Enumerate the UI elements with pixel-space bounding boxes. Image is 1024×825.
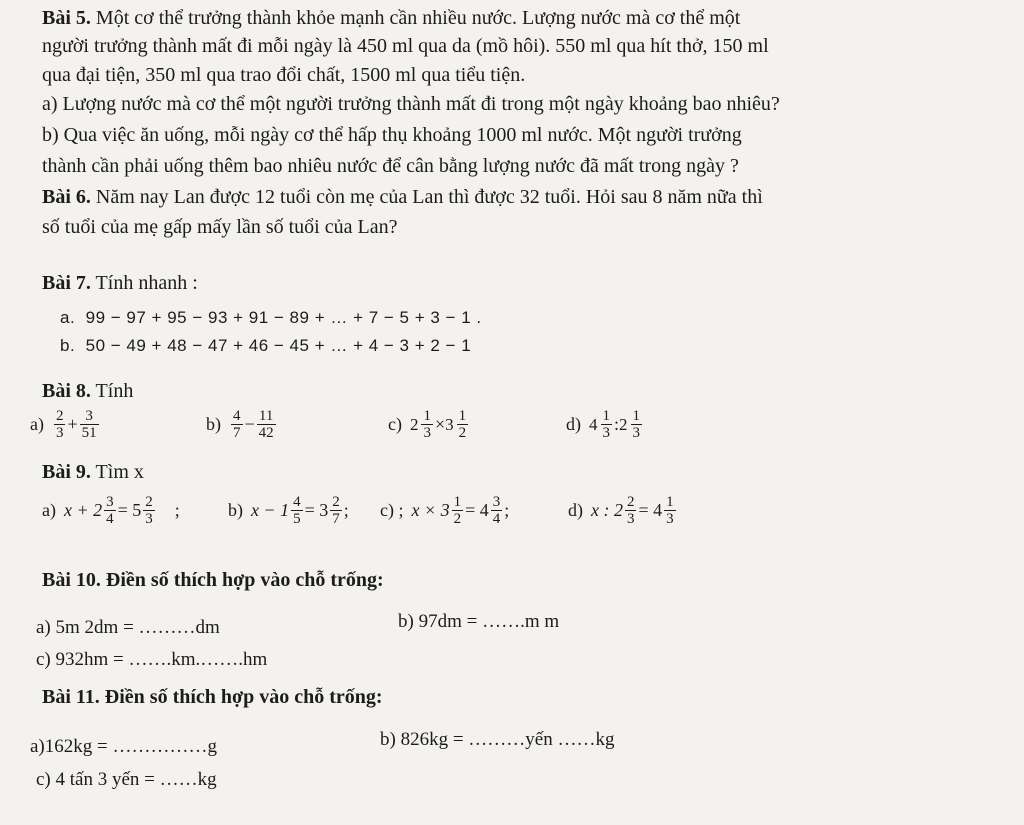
bai6-title: Bài 6.	[42, 186, 91, 208]
fraction: $\frac{1}{3}$	[602, 408, 610, 441]
bai10-subtitle: Điền số thích hợp vào chỗ trống:	[105, 569, 384, 591]
bai8-heading	[42, 379, 133, 403]
bai7-item-a: a. 99 − 97 + 95 − 93 + 91 − 89 + … + 7 − 5 + 3 − 1 .	[60, 308, 482, 327]
fraction: $\frac{2}{7}$	[332, 494, 340, 527]
bai7-title: Bài 7.	[42, 272, 91, 294]
bai11-item-b: b) 826kg = ………yến ……kg	[380, 729, 615, 750]
bai9-item-b: b) x − 1 $\frac{4}{5}$ = 3 $\frac{2}{7}$ ;	[228, 494, 349, 527]
bai8-item-d: d) 4 $\frac{1}{3}$ : 2 $\frac{1}{3}$	[566, 408, 641, 441]
bai8-item-c: c) 2 $\frac{1}{3}$ × 3 $\frac{1}{2}$	[388, 408, 467, 441]
bai9-item-d: d) x : 2 $\frac{2}{3}$ = 4 $\frac{1}{3}$	[568, 494, 674, 527]
bai5-question-a: a) Lượng nước mà cơ thể một người trưởng thành mất đi trong một ngày khoảng bao nhiêu?	[42, 93, 780, 115]
bai9-title: Bài 9.	[42, 461, 91, 483]
bai11-title: Bài 11.	[42, 686, 100, 708]
fraction: $\frac{2}{3}$	[626, 494, 635, 527]
bai5-title: Bài 5.	[42, 7, 91, 29]
fraction: $\frac{3}{4}$	[106, 494, 114, 527]
fraction: $\frac{4}{7}$	[233, 408, 241, 441]
bai8-item-b: b) $\frac{4}{7}$ − $\frac{11}{42}$	[206, 408, 274, 441]
bai5-line-6: thành cần phải uống thêm bao nhiêu nước để cân bằng lượng nước đã mất trong ngày ?	[42, 155, 739, 177]
bai11-item-a: a)162kg = ……………g	[30, 736, 217, 757]
bai6-line-2: số tuổi của mẹ gấp mấy lần số tuổi của Lan?	[42, 216, 398, 238]
bai5-line-3: qua đại tiện, 350 ml qua trao đổi chất, 1500 ml qua tiểu tiện.	[42, 64, 526, 86]
fraction: $\frac{1}{3}$	[423, 408, 431, 441]
fraction: $\frac{1}{3}$	[632, 408, 641, 441]
bai11-subtitle: Điền số thích hợp vào chỗ trống:	[104, 686, 383, 708]
bai9-subtitle: Tìm x	[95, 461, 144, 483]
bai11-heading	[42, 685, 383, 709]
bai9-heading	[42, 460, 144, 484]
bai8-subtitle: Tính	[95, 380, 134, 402]
bai5-question-b: b) Qua việc ăn uống, mỗi ngày cơ thể hấp thụ khoảng 1000 ml nước. Một người trưởng	[42, 124, 742, 146]
fraction: $\frac{1}{2}$	[453, 494, 462, 527]
bai10-item-c: c) 932hm = …….km.…….hm	[36, 649, 268, 670]
bai5-line-2: người trưởng thành mất đi mỗi ngày là 450 ml qua da (mồ hôi). 550 ml qua hít thở, 150 ml	[42, 35, 769, 57]
bai7-heading	[42, 271, 198, 295]
bai5-line-1: Bài 5. Một cơ thể trưởng thành khỏe mạnh cần nhiều nước. Lượng nước mà cơ thể một	[42, 7, 741, 29]
bai8-title: Bài 8.	[42, 380, 91, 402]
fraction: $\frac{2}{3}$	[145, 494, 153, 527]
bai9-item-a: a) x + 2 $\frac{3}{4}$ = 5 $\frac{2}{3}$ ;	[42, 494, 180, 527]
fraction: $\frac{3}{4}$	[492, 494, 501, 527]
bai9-item-c: c) ; x × 3 $\frac{1}{2}$ = 4 $\frac{3}{4}$ ;	[380, 494, 510, 527]
fraction: $\frac{4}{5}$	[293, 494, 301, 527]
bai8-item-a: a) $\frac{2}{3}$ + $\frac{3}{51}$	[30, 408, 97, 441]
bai10-heading	[42, 568, 384, 592]
bai11-item-c: c) 4 tấn 3 yến = ……kg	[36, 769, 217, 790]
fraction: $\frac{3}{51}$	[81, 408, 97, 441]
fraction: $\frac{1}{3}$	[666, 494, 674, 527]
fraction: $\frac{2}{3}$	[55, 408, 64, 441]
fraction: $\frac{1}{2}$	[458, 408, 467, 441]
bai10-item-a: a) 5m 2dm = ………dm	[36, 617, 220, 638]
bai7-item-b: b. 50 − 49 + 48 − 47 + 46 − 45 + … + 4 − 3 + 2 − 1	[60, 336, 472, 355]
fraction: $\frac{11}{42}$	[258, 408, 274, 441]
bai10-item-b: b) 97dm = …….m m	[398, 611, 560, 632]
bai10-title: Bài 10.	[42, 569, 101, 591]
bai6-line-1: Bài 6. Năm nay Lan được 12 tuổi còn mẹ của Lan thì được 32 tuổi. Hỏi sau 8 năm nữa thì	[42, 186, 763, 208]
bai7-subtitle: Tính nhanh :	[95, 272, 198, 294]
